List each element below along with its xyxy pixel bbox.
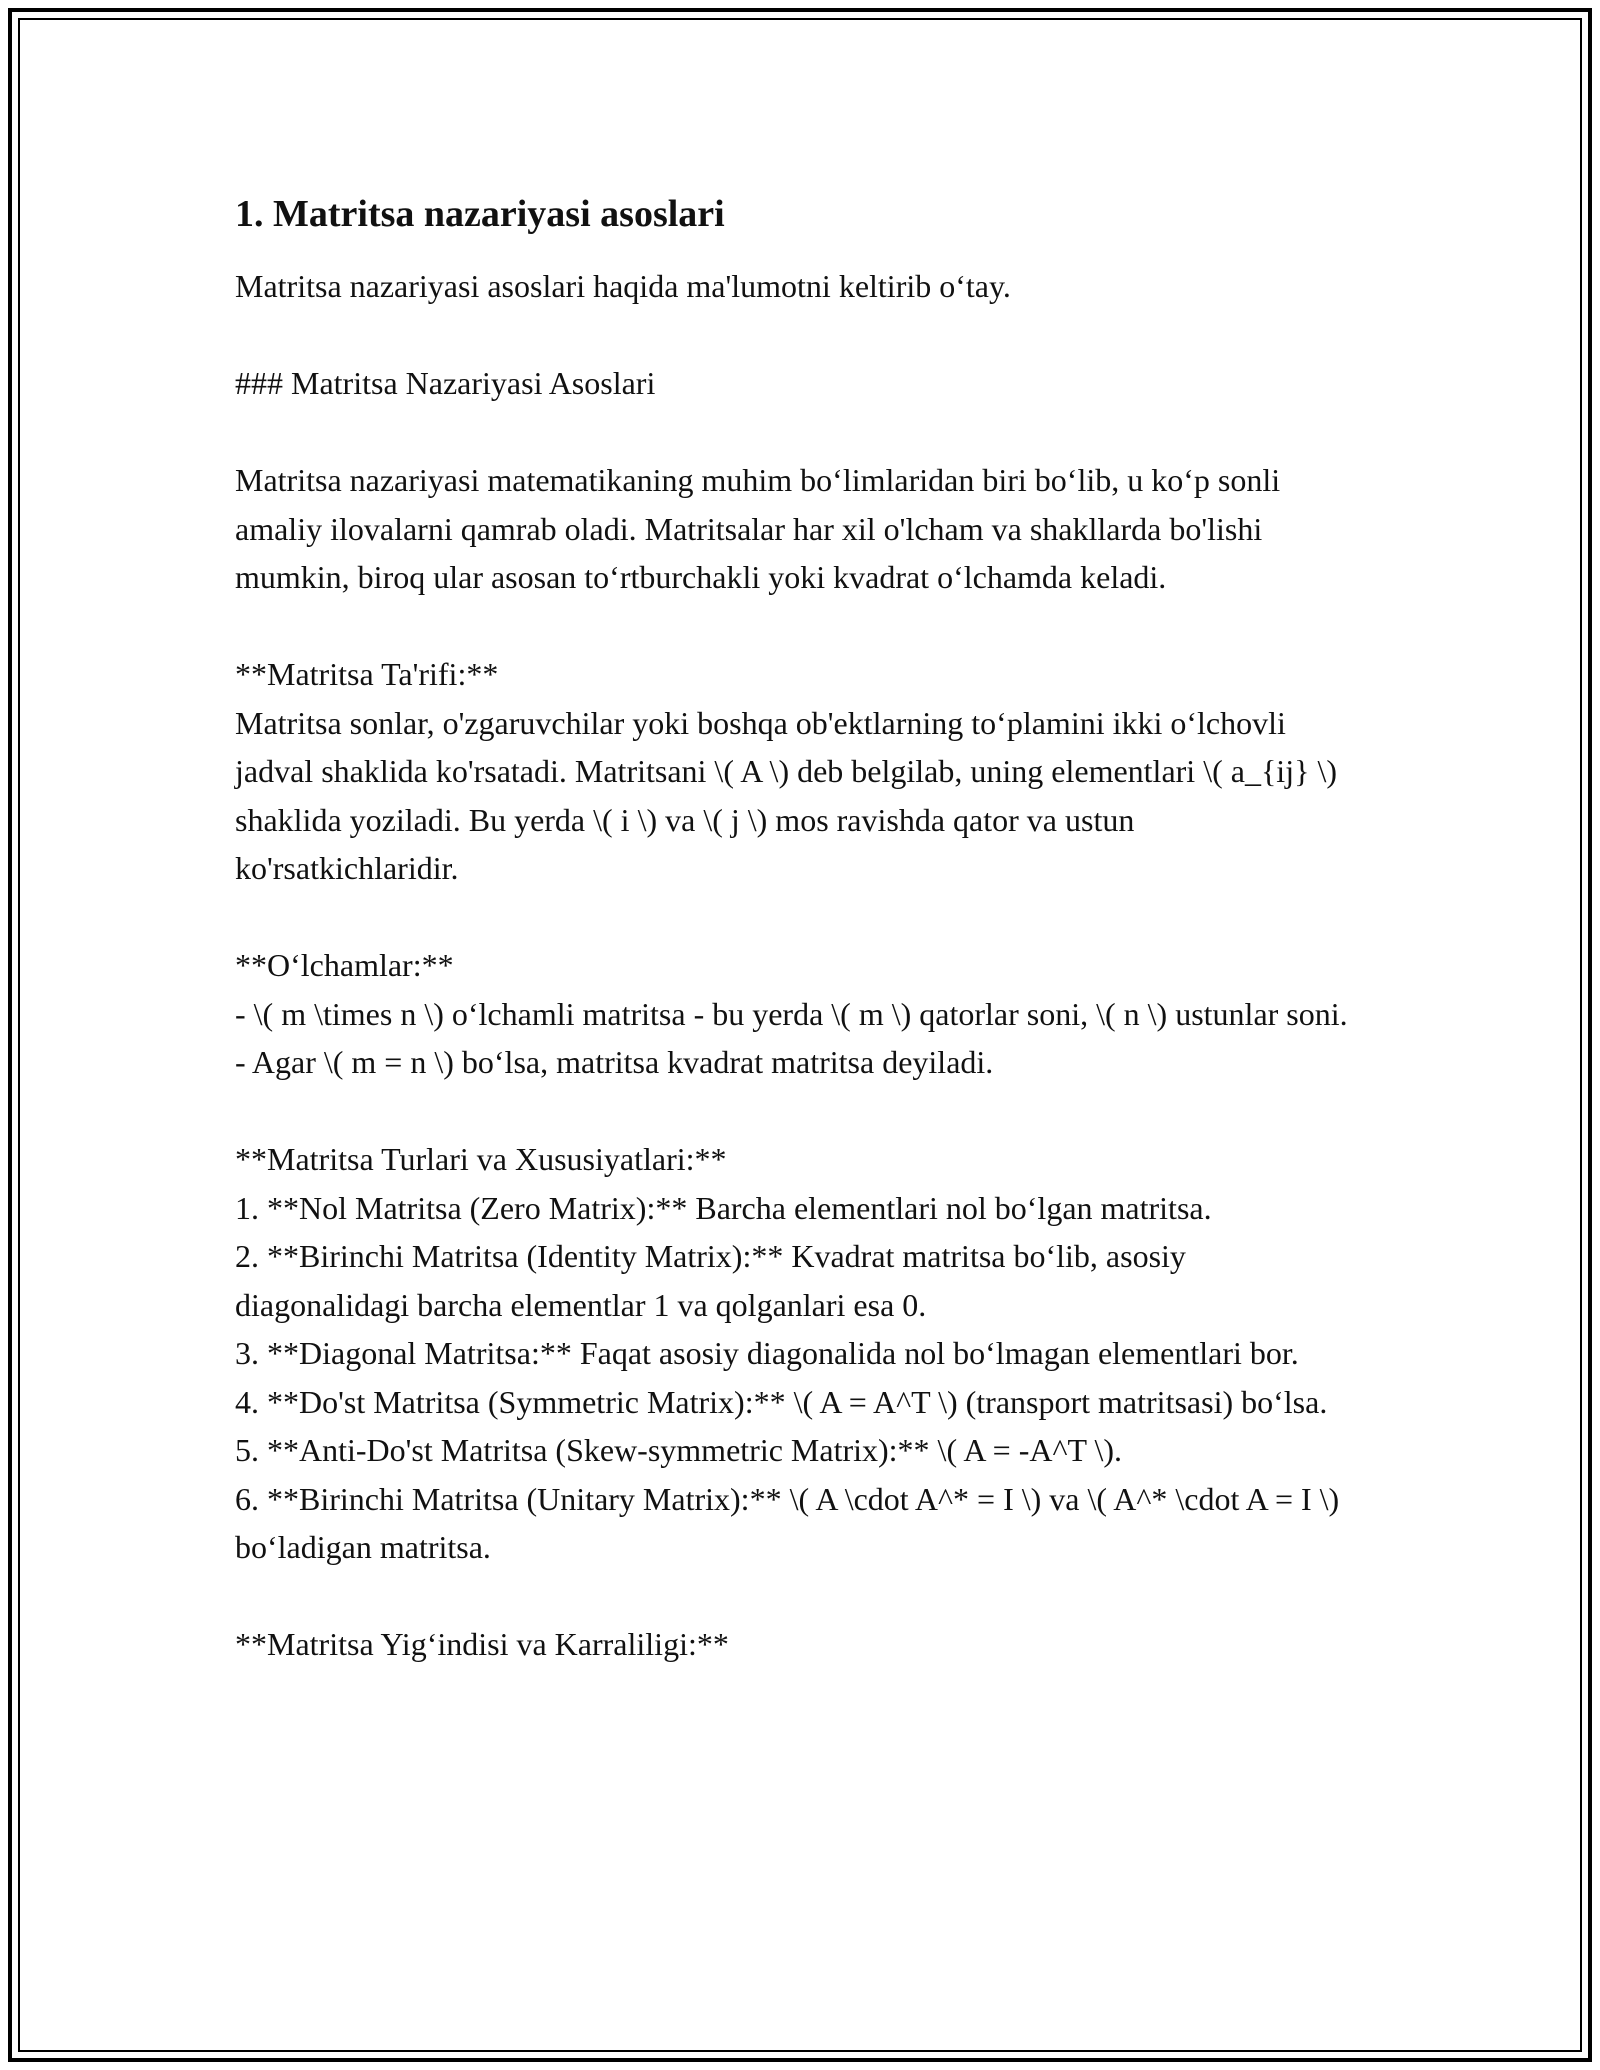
sum-heading: **Matritsa Yig‘indisi va Karraliligi:** xyxy=(235,1626,729,1662)
dimensions-item: - Agar \( m = n \) bo‘lsa, matritsa kvadrat matritsa deyiladi. xyxy=(235,1044,994,1080)
spacer xyxy=(235,893,1355,942)
types-list-item: 3. **Diagonal Matritsa:** Faqat asosiy diagonalida nol bo‘lmagan elementlari bor. xyxy=(235,1335,1299,1371)
spacer xyxy=(235,408,1355,457)
dimensions-item: - \( m \times n \) o‘lchamli matritsa - bu yerda \( m \) qatorlar soni, \( n \) ustunlar soni. xyxy=(235,995,1348,1032)
document-content xyxy=(235,190,1355,1669)
intro-paragraph: Matritsa nazariyasi asoslari haqida ma'lumotni keltirib o‘tay. xyxy=(235,268,1011,304)
paragraph-1: Matritsa nazariyasi matematikaning muhim bo‘limlaridan biri bo‘lib, u ko‘p sonli amaliy ilovalarni qamrab oladi. Matritsalar har xil o'lcham va shakllarda bo'lishi mumkin, biroq ular asosan to‘rtburchakli yoki kvadrat o‘lchamda keladi. xyxy=(235,462,1281,595)
spacer xyxy=(235,1572,1355,1621)
spacer xyxy=(235,311,1355,360)
subheading: ### Matritsa Nazariyasi Asoslari xyxy=(235,365,656,401)
definition-heading: **Matritsa Ta'rifi:** xyxy=(235,656,499,692)
document-title: 1. Matritsa nazariyasi asoslari xyxy=(235,193,725,235)
types-list-item: 1. **Nol Matritsa (Zero Matrix):** Barcha elementlari nol bo‘lgan matritsa. xyxy=(235,1189,1212,1226)
spacer xyxy=(235,602,1355,651)
types-heading: **Matritsa Turlari va Xususiyatlari:** xyxy=(235,1141,727,1177)
types-list-item: 5. **Anti-Do'st Matritsa (Skew-symmetric Matrix):** \( A = -A^T \). xyxy=(235,1432,1123,1468)
definition-text: Matritsa sonlar, o'zgaruvchilar yoki boshqa ob'ektlarning to‘plamini ikki o‘lchovli jadval shaklida ko'rsatadi. Matritsani \( A \) deb belgilab, uning elementlari \( a_{ij} \) shaklida yoziladi. Bu yerda \( i \) va \( j \) mos ravishda qator va ustun ko'rsatkichlaridir. xyxy=(235,704,1337,886)
types-list-item: 2. **Birinchi Matritsa (Identity Matrix):** Kvadrat matritsa bo‘lib, asosiy diagonalidagi barcha elementlar 1 va qolganlari esa 0. xyxy=(235,1238,1186,1323)
types-list-item: 6. **Birinchi Matritsa (Unitary Matrix):** \( A \cdot A^* = I \) va \( A^* \cdot A = I \) bo‘ladigan matritsa. xyxy=(235,1480,1340,1565)
dimensions-heading: **O‘lchamlar:** xyxy=(235,947,454,983)
types-list-item: 4. **Do'st Matritsa (Symmetric Matrix):** \( A = A^T \) (transport matritsasi) bo‘lsa. xyxy=(235,1383,1328,1420)
spacer xyxy=(235,1087,1355,1136)
